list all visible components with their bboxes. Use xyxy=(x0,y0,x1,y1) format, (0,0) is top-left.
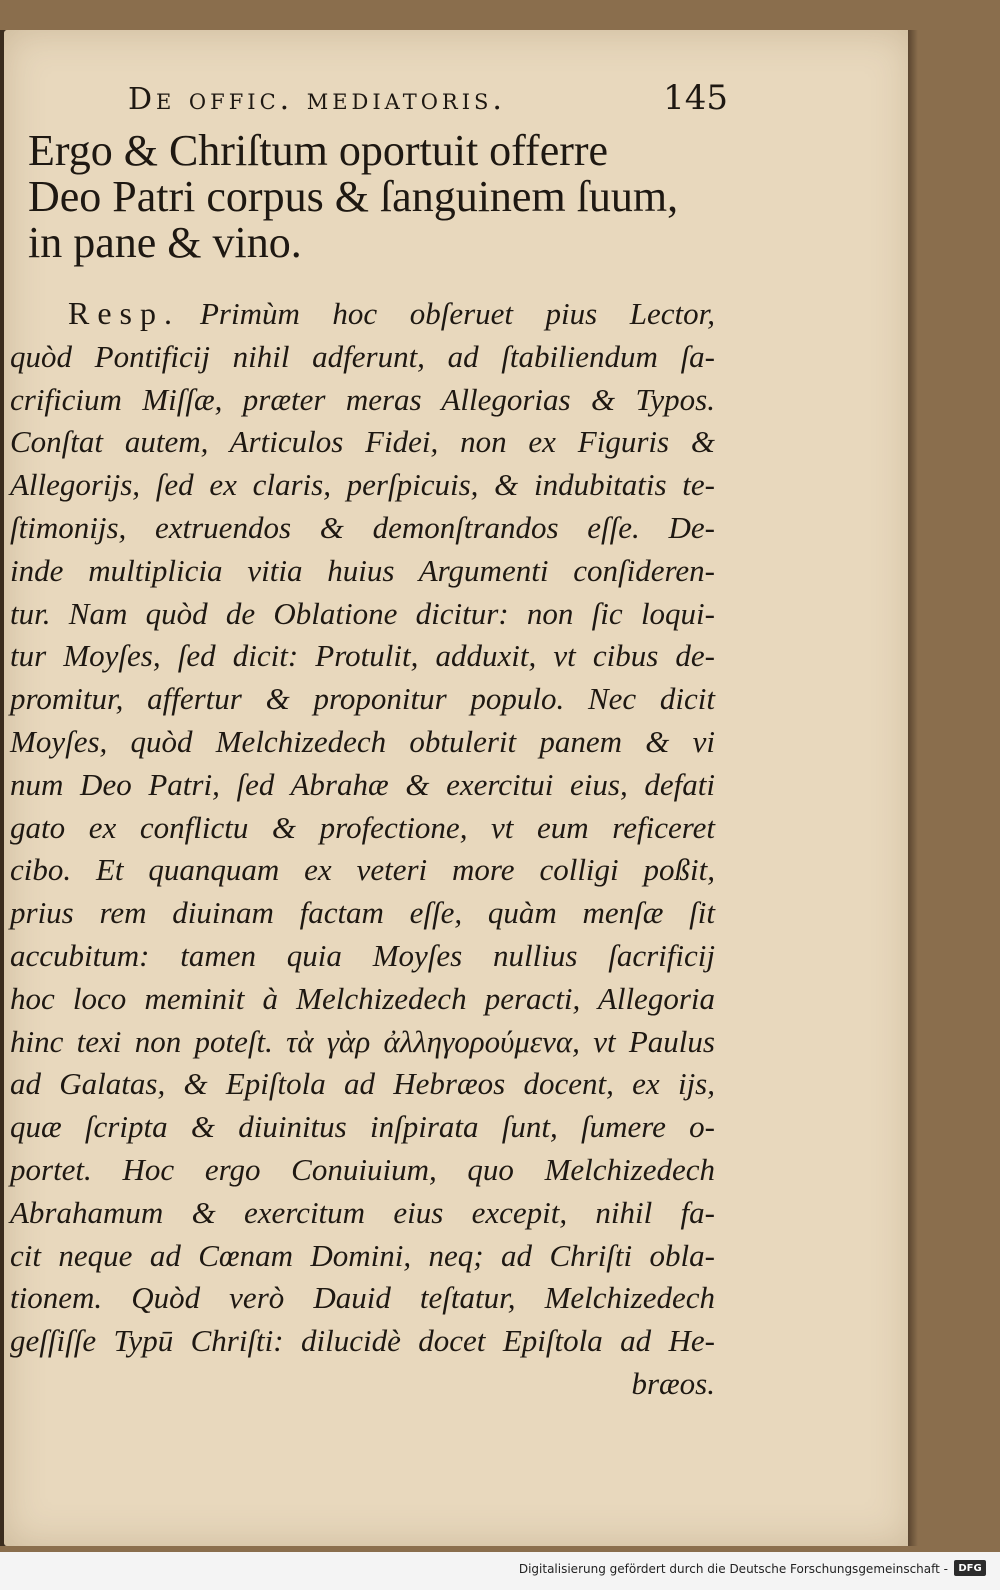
heading-line: Ergo & Chriſtum oportuit offerre xyxy=(28,126,609,175)
body-line: Allegorijs, ſed ex claris, perſpicuis, & indubitatis te- xyxy=(10,467,715,503)
resp-label: Resp. xyxy=(68,295,180,331)
body-line: portet. Hoc ergo Conuiuium, quo Melchizedech xyxy=(10,1151,715,1187)
body-line: tur. Nam quòd de Oblatione dicitur: non ſic loqui- xyxy=(10,595,715,631)
heading-line: Deo Patri corpus & ſanguinem ſuum, xyxy=(28,172,679,221)
running-head xyxy=(128,78,728,118)
body-line: num Deo Patri, ſed Abrahæ & exercitui eius, defati xyxy=(10,766,715,802)
body-line: geſſiſſe Typū Chriſti: dilucidè docet Epiſtola ad He- xyxy=(10,1323,715,1359)
body-line-text: Primùm hoc obſeruet pius Lector, xyxy=(200,296,715,331)
body-line: cibo. Et quanquam ex veteri more colligi poßit, xyxy=(10,852,715,888)
body-line xyxy=(10,292,715,336)
digitization-credit: Digitalisierung gefördert durch die Deutsche Forschungsgemeinschaft - xyxy=(518,1562,948,1576)
body-line: promitur, affertur & proponitur populo. Nec dicit xyxy=(10,681,715,717)
body-line: ſtimonijs, extruendos & demonſtrandos eſſe. De- xyxy=(10,509,715,545)
page-number: 145 xyxy=(663,78,728,118)
body-line: bræos. xyxy=(631,1365,715,1401)
body-line: crificium Miſſæ, præter meras Allegorias & Typos. xyxy=(10,381,715,417)
page-edge-shadow xyxy=(908,30,918,1546)
dfg-logo: DFG xyxy=(954,1560,986,1576)
body-line: tionem. Quòd verò Dauid teſtatur, Melchizedech xyxy=(10,1280,715,1316)
body-line: Conſtat autem, Articulos Fidei, non ex Figuris & xyxy=(10,424,715,460)
body-line: hoc loco meminit à Melchizedech peracti, Allegoria xyxy=(10,980,715,1016)
heading-line: in pane & vino. xyxy=(28,218,302,267)
body-line: prius rem diuinam factam eſſe, quàm menſæ ſit xyxy=(10,895,715,931)
body-line: gato ex conflictu & profectione, vt eum reficeret xyxy=(10,809,715,845)
body-line: inde multiplicia vitia huius Argumenti conſideren- xyxy=(10,552,715,588)
body-paragraph xyxy=(10,292,715,1406)
running-head-title: De offic. mediatoris. xyxy=(128,82,506,117)
body-line: Abrahamum & exercitum eius excepit, nihil fa- xyxy=(10,1194,715,1230)
body-line: ad Galatas, & Epiſtola ad Hebræos docent, ex ijs, xyxy=(10,1066,715,1102)
body-line: Moyſes, quòd Melchizedech obtulerit panem & vi xyxy=(10,723,715,759)
body-line: quòd Pontificij nihil adferunt, ad ſtabiliendum ſa- xyxy=(10,338,715,374)
body-line: hinc texi non poteſt. τὰ γὰρ ἀλληγορούμενα, vt Paulus xyxy=(10,1023,715,1059)
body-line: cit neque ad Cœnam Domini, neq; ad Chriſti obla- xyxy=(10,1237,715,1273)
body-line: quæ ſcripta & diuinitus inſpirata ſunt, ſumere o- xyxy=(10,1109,715,1145)
body-line: tur Moyſes, ſed dicit: Protulit, adduxit, vt cibus de- xyxy=(10,638,715,674)
body-line: accubitum: tamen quia Moyſes nullius ſacrificij xyxy=(10,937,715,973)
section-heading xyxy=(28,128,728,266)
